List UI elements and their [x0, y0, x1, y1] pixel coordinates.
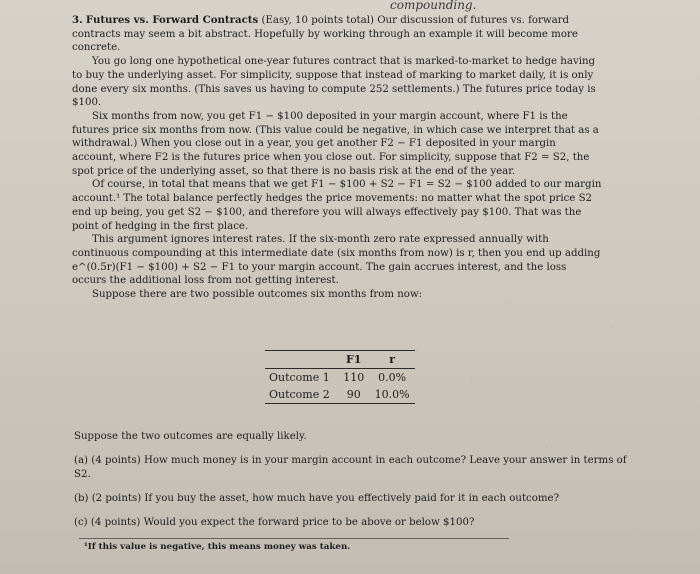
paragraph-4: This argument ignores interest rates. If the six-month zero rate expressed annually with continuous compounding at this intermediate date (six months from now) is r, then you end up adding e^(0.5r)(F1 − $100) + S2 − F1 to your margin account. The gain accrues interest, and the loss occurs the additional loss from not getting interest. [72, 234, 601, 287]
problem-heading [72, 14, 602, 55]
outcomes-table-wrap [265, 350, 415, 404]
question-b: (b) (2 points) If you buy the asset, how much have you effectively paid for it in each outcome? [74, 493, 560, 504]
table-cell-outcome-1-r: 0.0% [378, 371, 407, 384]
table-header-r: r [369, 351, 415, 369]
show-through-mark: · [610, 322, 614, 333]
show-through-mark: · [470, 375, 474, 386]
top-fragment: compounding. [390, 0, 477, 12]
table-cell-outcome-1-f1: 110 [343, 371, 365, 384]
problem-text [72, 14, 602, 302]
outcomes-table [265, 350, 415, 404]
question-c: (c) (4 points) Would you expect the forward price to be above or below $100? [74, 517, 475, 528]
show-through-mark: · [545, 443, 549, 454]
questions [74, 430, 634, 540]
table-header-f1: F1 [338, 351, 369, 369]
footnote: ¹If this value is negative, this means money was taken. [84, 542, 351, 552]
table-cell-outcome-2-r: 10.0% [374, 388, 410, 401]
paragraph-3: Of course, in total that means that we get F1 − $100 + S2 − F1 = S2 − $100 added to our margin account.¹ The total balance perfectly hedges the price movements: no matter what the spot price S2 end up being, you get S2 − $100, and therefore you will always effectively pay $100. That was the point of hedging in the first place. [72, 179, 602, 232]
table-header-empty [265, 351, 338, 369]
table-row-outcome-1 [265, 369, 415, 387]
paragraph-1: You go long one hypothetical one-year futures contract that is marked-to-market to hedge having to buy the underlying asset. For simplicity, suppose that instead of marking to market daily, it is only done every six months. (This saves us having to compute 252 settlements.) The futures price today is $100. [72, 56, 596, 109]
table-header-row [265, 351, 415, 369]
paragraph-5: Suppose there are two possible outcomes six months from now: [92, 289, 423, 301]
problem-intro: Our discussion of futures vs. forward contracts may seem a bit abstract. Hopefully by working through an example it will become more concrete. [72, 15, 578, 54]
problem-number: 3. [72, 14, 83, 26]
table-row-outcome-2 [265, 386, 415, 404]
problem-meta: (Easy, 10 points total) [261, 15, 374, 26]
question-a: (a) (4 points) How much money is in your margin account in each outcome? Leave your answer in terms of S2. [74, 455, 627, 480]
table-cell-outcome-2-f1: 90 [346, 388, 361, 401]
paragraph-2: Six months from now, you get F1 − $100 deposited in your margin account, where F1 is the futures price six months from now. (This value could be negative, in which case we interpret that as a withdrawal.) When you close out in a year, you get another F2 − F1 deposited in your margin account, where F2 is the futures price when you close out. For simplicity, suppose that F2 = S2, the spot price of the underlying asset, so that there is no basis risk at the end of the year. [72, 110, 599, 177]
table-cell-outcome-1-label: Outcome 1 [269, 371, 330, 384]
problem-title: Futures vs. Forward Contracts [85, 14, 259, 26]
show-through-mark: · [415, 347, 419, 358]
table-cell-outcome-2-label: Outcome 2 [269, 388, 330, 401]
footnote-divider [79, 538, 509, 539]
question-lead: Suppose the two outcomes are equally likely. [74, 431, 307, 442]
show-through-mark: · [500, 410, 504, 421]
